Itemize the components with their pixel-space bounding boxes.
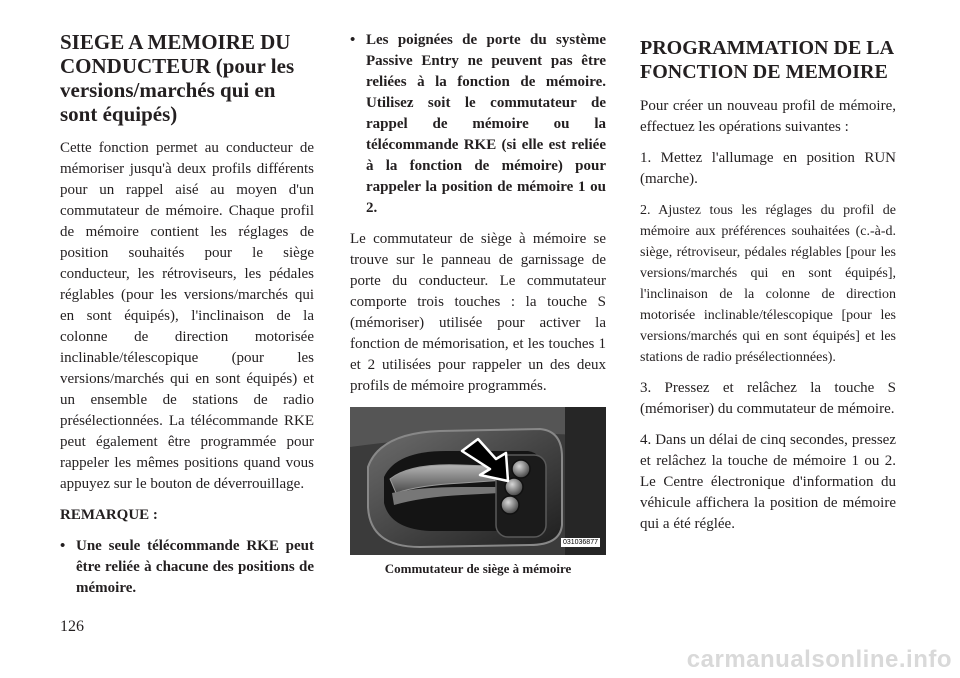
step-4: 4. Dans un délai de cinq secondes, pressez et relâchez la touche de mémoire 1 ou 2. Le Centre électronique d'information du véhicule affichera la position de mémoire qui a été réglée. (640, 432, 896, 532)
door-handle-illustration (350, 407, 606, 555)
note-bullet-rke (60, 536, 314, 599)
column-right (640, 30, 896, 545)
note-bullet-passive-entry-text: Les poignées de porte du système Passive Entry ne peuvent pas être reliées à la fonction de mémoire. Utilisez soit le commutateur de rappel de mémoire ou la télécommande RKE (si elle est reliée à la fonction de mémoire) pour rappeler la position de mémoire 1 ou 2. (366, 32, 606, 216)
figure-caption: Commutateur de siège à mémoire (384, 561, 572, 576)
step-2: 2. Ajustez tous les réglages du profil de mémoire aux préférences souhaitées (c.-à-d. siège, rétroviseur, pédales réglables [pour les versions/marchés qui en sont équipés], l'inclinaison de la colonne de direction motorisée inclinable/télescopique [pour les versions/marchés qui en sont équipés] et les stations de radio présélectionnées). (640, 203, 896, 365)
programming-intro: Pour créer un nouveau profil de mémoire, effectuez les opérations suivantes : (640, 98, 896, 135)
note-label: REMARQUE : (60, 507, 158, 523)
step-1: 1. Mettez l'allumage en position RUN (marche). (640, 150, 896, 187)
bullet-dot-icon: • (60, 538, 66, 554)
section-title-programming: PROGRAMMATION DE LA FONCTION DE MEMOIRE (640, 37, 893, 83)
note-bullet-rke-text: Une seule télécommande RKE peut être reliée à chacune des positions de mémoire. (76, 538, 314, 596)
figure-code: 031036877 (562, 539, 598, 546)
memory-switch-figure (350, 407, 606, 555)
switch-location-paragraph: Le commutateur de siège à mémoire se trouve sur le panneau de garnissage de porte du conducteur. Le commutateur comporte trois touches : la touche S (mémoriser) utilisée pour activer la fonction de mémorisation, et les touches 1 et 2 utilisées pour rappeler un des deux profils de mémoire programmés. (350, 231, 606, 394)
watermark-logo: carmanualsonline.info (686, 646, 952, 673)
section-title-memory-seat: SIEGE A MEMOIRE DU CONDUCTEUR (pour les versions/marchés qui en sont équipés) (60, 30, 295, 126)
page-number: 126 (60, 618, 84, 635)
note-bullet-passive-entry (350, 30, 606, 219)
memory-seat-intro: Cette fonction permet au conducteur de mémoriser jusqu'à deux profils différents pour un rappel aisé au moyen d'un commutateur de mémoire. Chaque profil de mémoire contient les réglages de position souhaités pour le siège conducteur, les rétroviseurs, les pédales réglables (pour les versions/marchés qui en sont équipés), l'inclinaison de la colonne de direction motorisée inclinable/télescopique (pour les versions/marchés qui en sont équipés) et un ensemble de stations de radio présélectionnées. La télécommande RKE peut également être programmée pour rappeler les mêmes positions quand vous appuyez sur le bouton de déverrouillage. (60, 140, 314, 492)
bullet-dot-icon: • (350, 32, 356, 48)
column-left (60, 30, 314, 609)
step-3: 3. Pressez et relâchez la touche S (mémoriser) du commutateur de mémoire. (640, 380, 896, 417)
column-middle (350, 30, 606, 577)
